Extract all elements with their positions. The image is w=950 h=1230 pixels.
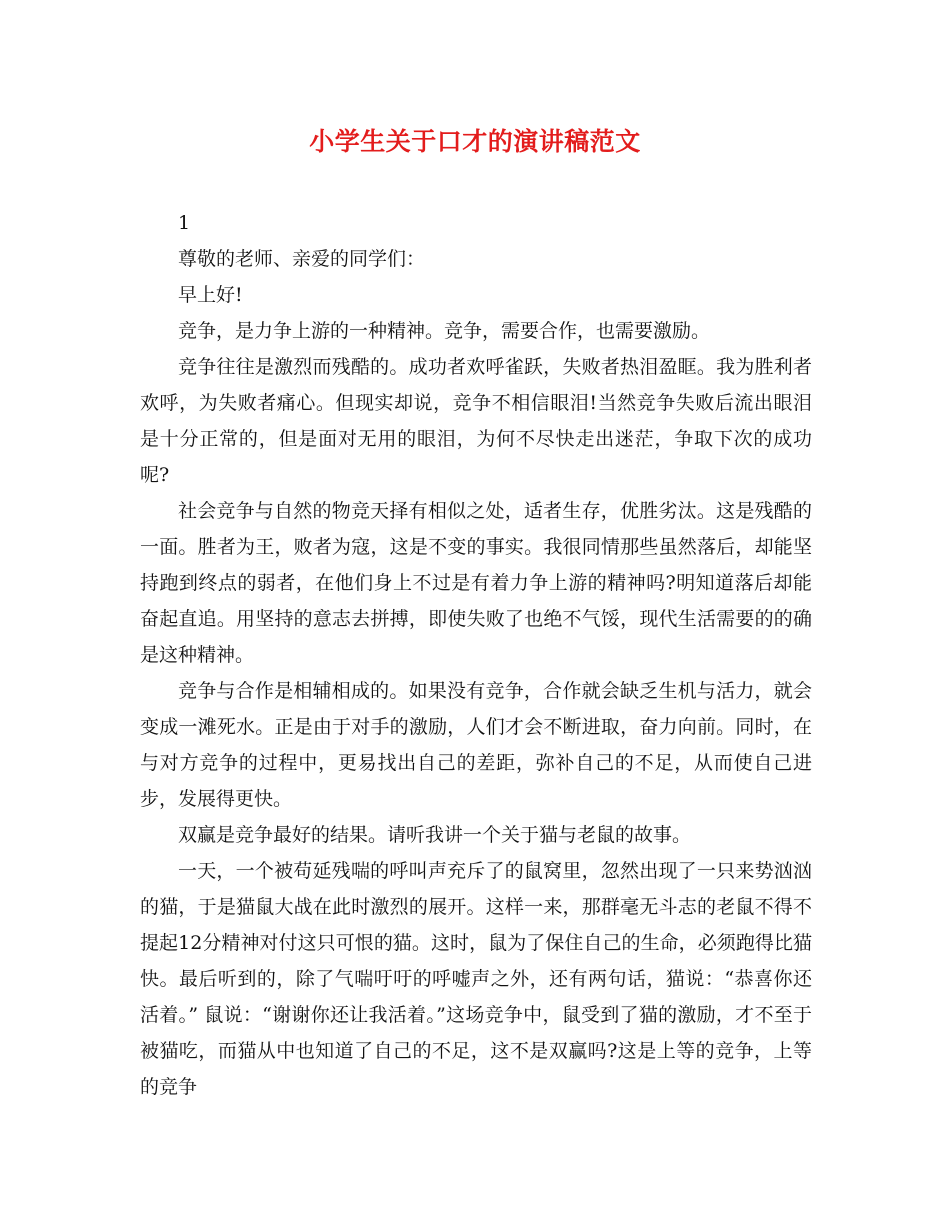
- paragraph: 双赢是竞争最好的结果。请听我讲一个关于猫与老鼠的故事。: [178, 824, 692, 846]
- document-body: [140, 205, 812, 1105]
- paragraph: 竞争与合作是相辅相成的。如果没有竞争，合作就会缺乏生机与活力，就会变成一滩死水。正是由于对手的激励，人们才会不断进取，奋力向前。同时，在与对方竞争的过程中，更易找出自己的差距，弥补自己的不足，从而使自己进步，发展得更快。: [140, 680, 812, 810]
- paragraph-greeting: 早上好!: [178, 284, 243, 306]
- paragraph: 竞争往往是激烈而残酷的。成功者欢呼雀跃，失败者热泪盈眶。我为胜利者欢呼，为失败者痛心。但现实却说，竞争不相信眼泪!当然竞争失败后流出眼泪是十分正常的，但是面对无用的眼泪，为何不尽快走出迷茫，争取下次的成功呢?: [140, 356, 812, 486]
- document-title: 小学生关于口才的演讲稿范文: [309, 127, 641, 156]
- paragraph: 社会竞争与自然的物竞天择有相似之处，适者生存，优胜劣汰。这是残酷的一面。胜者为王，败者为寇，这是不变的事实。我很同情那些虽然落后，却能坚持跑到终点的弱者，在他们身上不过是有着力争上游的精神吗?明知道落后却能奋起直追。用坚持的意志去拼搏，即使失败了也绝不气馁，现代生活需要的的确是这种精神。: [140, 500, 812, 666]
- paragraph-number: 1: [178, 212, 191, 234]
- paragraph-salutation: 尊敬的老师、亲爱的同学们：: [178, 248, 426, 270]
- paragraph: 一天，一个被苟延残喘的呼叫声充斥了的鼠窝里，忽然出现了一只来势汹汹的猫，于是猫鼠大战在此时激烈的展开。这样一来，那群毫无斗志的老鼠不得不提起12分精神对付这只可恨的猫。这时，鼠为了保住自己的生命，必须跑得比猫快。最后听到的，除了气喘吁吁的呼嘘声之外，还有两句话，猫说：“恭喜你还活着。” 鼠说：“谢谢你还让我活着。”这场竞争中，鼠受到了猫的激励，才不至于被猫吃，而猫从中也知道了自己的不足，这不是双赢吗?这是上等的竞争，上等的竞争: [140, 860, 812, 1098]
- paragraph: 竞争，是力争上游的一种精神。竞争，需要合作，也需要激励。: [178, 320, 711, 342]
